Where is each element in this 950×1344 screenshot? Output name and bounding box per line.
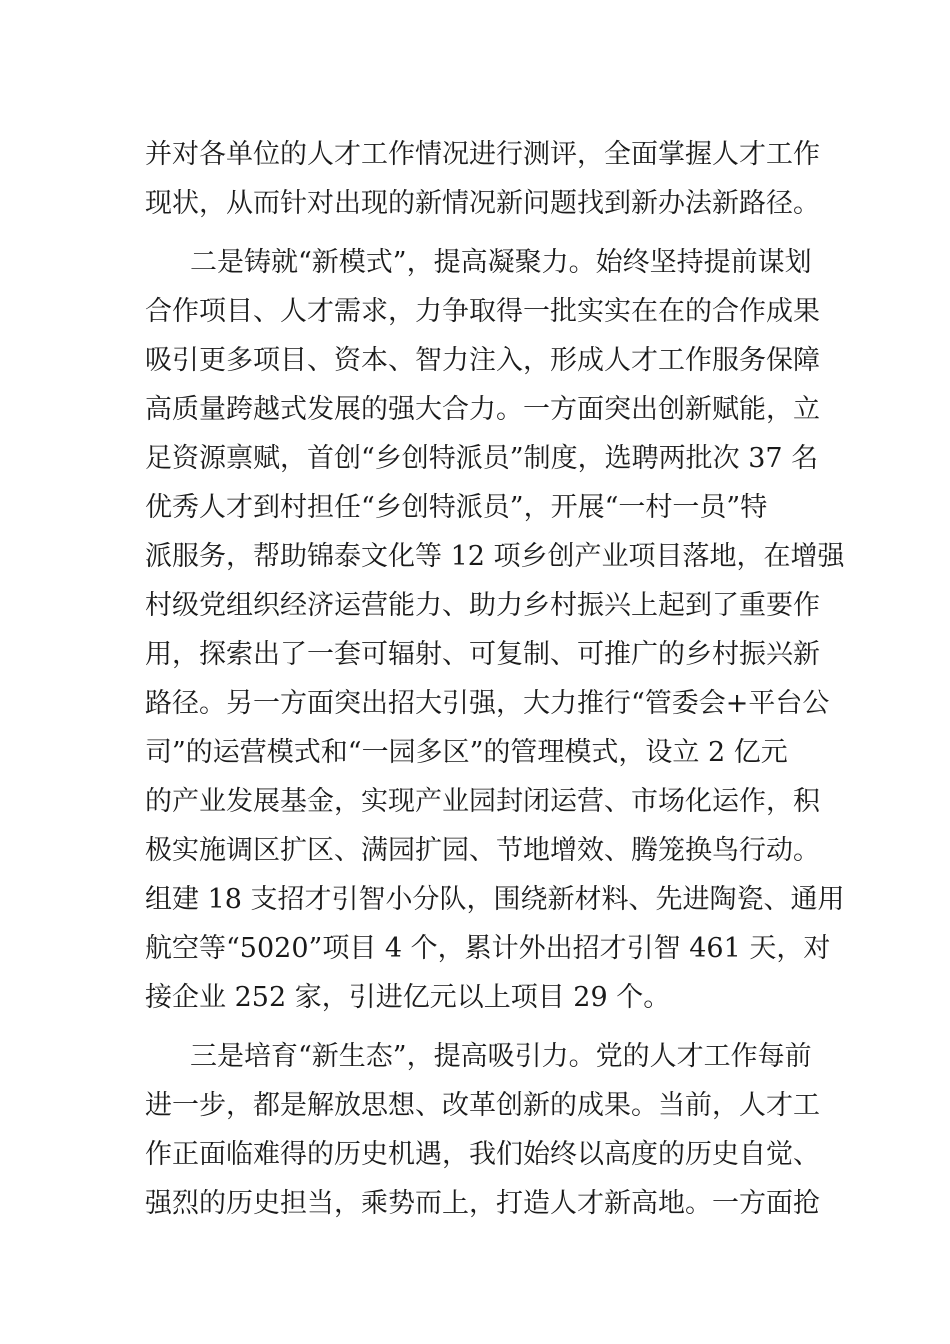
text-line: 高质量跨越式发展的强大合力。一方面突出创新赋能，立	[145, 394, 820, 425]
paragraph-new-ecology	[145, 1032, 820, 1228]
text-line: 用，探索出了一套可辐射、可复制、可推广的乡村振兴新	[145, 639, 820, 670]
text-line: 派服务，帮助锦泰文化等 12 项乡创产业项目落地，在增强	[145, 541, 845, 572]
text-line: 的产业发展基金，实现产业园封闭运营、市场化运作，积	[145, 786, 820, 817]
text-line: 进一步，都是解放思想、改革创新的成果。当前，人才工	[145, 1090, 820, 1121]
text-line: 并对各单位的人才工作情况进行测评，全面掌握人才工作	[145, 139, 820, 170]
text-line: 优秀人才到村担任“乡创特派员”，开展“一村一员”特	[145, 492, 768, 523]
text-line: 村级党组织经济运营能力、助力乡村振兴上起到了重要作	[145, 590, 820, 621]
text-line: 现状，从而针对出现的新情况新问题找到新办法新路径。	[145, 188, 820, 219]
text-line: 合作项目、人才需求，力争取得一批实实在在的合作成果	[145, 296, 820, 327]
paragraph-continuation	[145, 130, 820, 228]
text-line: 接企业 252 家，引进亿元以上项目 29 个。	[145, 982, 671, 1013]
text-line: 强烈的历史担当，乘势而上，打造人才新高地。一方面抢	[145, 1188, 820, 1219]
text-line: 极实施调区扩区、满园扩园、节地增效、腾笼换鸟行动。	[145, 835, 820, 866]
text-line: 足资源禀赋，首创“乡创特派员”制度，选聘两批次 37 名	[145, 443, 819, 474]
text-line: 组建 18 支招才引智小分队，围绕新材料、先进陶瓷、通用	[145, 884, 845, 915]
paragraph-new-model	[145, 238, 845, 1022]
text-line: 二是铸就“新模式”，提高凝聚力。始终坚持提前谋划	[190, 247, 812, 278]
document-page	[145, 130, 845, 1228]
text-line: 司”的运营模式和“一园多区”的管理模式，设立 2 亿元	[145, 737, 788, 768]
text-line: 作正面临难得的历史机遇，我们始终以高度的历史自觉、	[145, 1139, 820, 1170]
text-line: 路径。另一方面突出招大引强，大力推行“管委会+平台公	[145, 688, 830, 719]
text-line: 三是培育“新生态”，提高吸引力。党的人才工作每前	[190, 1041, 812, 1072]
text-line: 航空等“5020”项目 4 个，累计外出招才引智 461 天，对	[145, 933, 831, 964]
text-line: 吸引更多项目、资本、智力注入，形成人才工作服务保障	[145, 345, 820, 376]
